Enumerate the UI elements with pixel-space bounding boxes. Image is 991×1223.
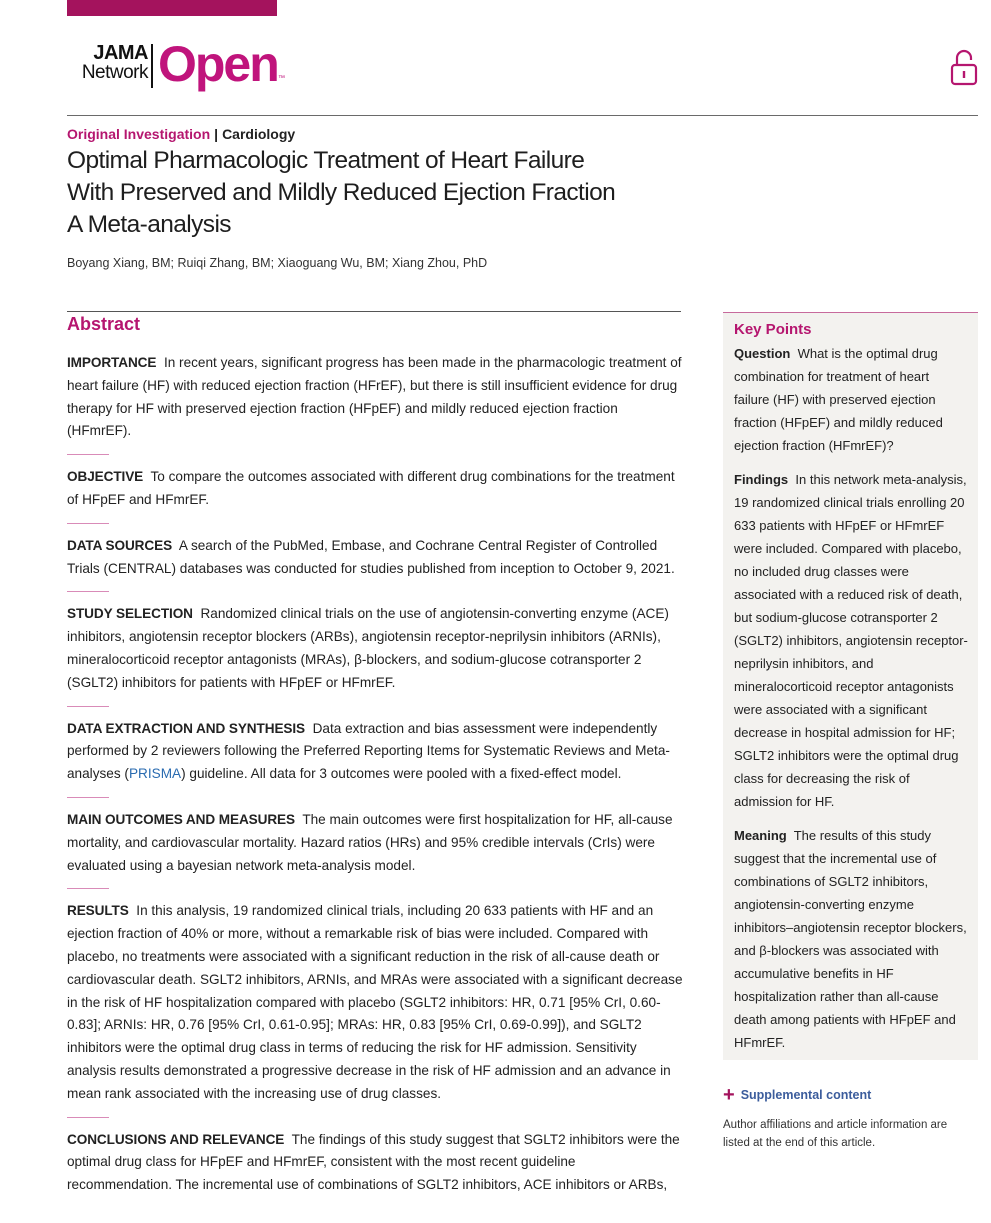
outcomes-label: MAIN OUTCOMES AND MEASURES	[67, 811, 295, 827]
conclusions-label: CONCLUSIONS AND RELEVANCE	[67, 1131, 285, 1147]
abstract-results	[67, 900, 683, 1105]
extraction-label: DATA EXTRACTION AND SYNTHESIS	[67, 720, 306, 736]
section-divider	[67, 454, 109, 455]
article-subtitle: A Meta-analysis	[67, 211, 231, 238]
abstract-divider	[67, 311, 681, 312]
results-label: RESULTS	[67, 903, 129, 919]
key-points-findings	[734, 468, 968, 813]
abstract-study-selection	[67, 603, 683, 694]
header-divider	[67, 115, 978, 116]
supplemental-label: Supplemental content	[740, 1088, 872, 1102]
datasources-text: A search of the PubMed, Embase, and Cochrane Central Register of Controlled Trials (CENTRAL) databases was conducted for studies published from inception to October 9, 2021.	[67, 537, 675, 576]
abstract-heading: Abstract	[67, 314, 141, 334]
author-list: Boyang Xiang, BM; Ruiqi Zhang, BM; Xiaoguang Wu, BM; Xiang Zhou, PhD	[67, 256, 488, 270]
objective-text: To compare the outcomes associated with different drug combinations for the treatment of HFpEF and HFmrEF.	[67, 469, 675, 507]
key-points-box	[723, 312, 978, 1060]
section-divider	[67, 706, 109, 707]
studysel-label: STUDY SELECTION	[67, 606, 193, 622]
author-affiliations-note: Author affiliations and article information are listed at the end of this article.	[723, 1119, 948, 1149]
importance-label: IMPORTANCE	[67, 355, 157, 370]
plus-icon: +	[723, 1084, 735, 1106]
abstract-extraction	[67, 718, 683, 786]
logo-open: Open	[158, 36, 278, 92]
title-line-2: With Preserved and Mildly Reduced Ejection Fraction	[67, 179, 616, 206]
article-type[interactable]: Original Investigation	[67, 126, 211, 142]
abstract-data-sources	[67, 535, 683, 581]
article-kicker	[67, 125, 295, 143]
findings-text: In this network meta-analysis, 19 randomized clinical trials enrolling 20 633 patients with HFpEF or HFmrEF were included. Compared with placebo, no included drug classes were associated with a reduced risk of death, but sodium-glucose cotransporter 2 (SGLT2) inhibitors, angiotensin receptor-neprilysin inhibitors, and mineralocorticoid receptor antagonists were associated with a significant decrease in hospital admission for HF; SGLT2 inhibitors were the optimal drug class for decreasing the risk of admission for HF.	[734, 472, 968, 809]
abstract-outcomes	[67, 809, 683, 877]
studysel-text: Randomized clinical trials on the use of angiotensin-converting enzyme (ACE) inhibitors, angiotensin receptor blockers (ARBs), angiotensin receptor-neprilysin inhibitors (ARNIs), mineralocorticoid receptor antagonists (MRAs), β-blockers, and sodium-glucose cotransporter 2 (SGLT2) inhibitors for patients with HFpEF or HFmrEF.	[67, 606, 669, 690]
key-points-heading: Key Points	[734, 321, 812, 338]
logo-network: Network	[81, 62, 148, 83]
logo-jama: JAMA	[93, 42, 148, 64]
open-access-lock-icon[interactable]	[950, 48, 978, 86]
datasources-label: DATA SOURCES	[67, 537, 173, 553]
meaning-text: The results of this study suggest that the incremental use of combinations of SGLT2 inhibitors, angiotensin-converting enzyme inhibitors–angiotensin receptor blockers, and β-blockers was associated with accumulative benefits in HF hospitalization rather than all-cause death among patients with HFpEF and HFmrEF.	[734, 828, 967, 1050]
extraction-text-a: Data extraction and bias assessment were independently performed by 2 reviewers following the Preferred Reporting Items for Systematic Reviews and Meta-analyses (	[67, 720, 670, 782]
supplemental-content-link[interactable]	[723, 1084, 871, 1107]
section-divider	[67, 523, 109, 524]
section-divider	[67, 591, 109, 592]
abstract-importance	[67, 352, 683, 443]
question-text: What is the optimal drug combination for treatment of heart failure (HF) with preserved ejection fraction (HFpEF) and mildly reduced ejection fraction (HFmrEF)?	[734, 346, 943, 453]
abstract-body	[67, 352, 683, 1197]
abstract-objective	[67, 466, 683, 512]
section-divider	[67, 888, 109, 889]
abstract-conclusions	[67, 1129, 683, 1197]
results-text: In this analysis, 19 randomized clinical trials, including 20 633 patients with HF and an ejection fraction of 40% or more, without a remarkable risk of bias were included. Compared with placebo, no treatments were associated with a significant reduction in the risk of all-cause death or cardiovascular death. SGLT2 inhibitors, ARNIs, and MRAs were associated with a significant decrease in the risk of HF hospitalization compared with placebo (SGLT2 inhibitors: HR, 0.71 [95% CrI, 0.60-0.83]; ARNIs: HR, 0.76 [95% CrI, 0.61-0.95]; MRAs: HR, 0.83 [95% CrI, 0.69-0.99]), and SGLT2 inhibitors were the optimal drug class in terms of reducing the risk for HF admission. Sensitivity analysis results demonstrated a progressive decrease in the risk of HF admission and an advance in mean rank associated with the increasing use of drug classes.	[67, 903, 683, 1101]
extraction-text-b: ) guideline. All data for 3 outcomes were pooled with a fixed-effect model.	[181, 766, 622, 782]
article-section[interactable]: Cardiology	[222, 126, 296, 142]
logo-separator	[151, 44, 153, 88]
section-divider	[67, 1117, 109, 1118]
title-line-1: Optimal Pharmacologic Treatment of Heart Failure	[67, 147, 585, 174]
findings-label: Findings	[734, 472, 789, 487]
key-points-meaning	[734, 824, 968, 1054]
journal-color-bar	[67, 0, 277, 16]
section-divider	[67, 797, 109, 798]
conclusions-text: The findings of this study suggest that SGLT2 inhibitors were the optimal drug class for HFpEF and HFmrEF, consistent with the most recent guideline recommendation. The incremental use of combinations of SGLT2 inhibitors, ACE inhibitors or ARBs,	[67, 1131, 680, 1193]
article-title	[67, 145, 707, 241]
kicker-separator: |	[214, 126, 219, 142]
key-points-question	[734, 342, 968, 457]
objective-label: OBJECTIVE	[67, 469, 144, 485]
meaning-label: Meaning	[734, 828, 787, 843]
importance-text: In recent years, significant progress has been made in the pharmacologic treatment of heart failure (HF) with reduced ejection fraction (HFrEF), but there is still insufficient evidence for drug therapy for HF with preserved ejection fraction (HFpEF) and mildly reduced ejection fraction (HFmrEF).	[67, 355, 682, 439]
prisma-link[interactable]: PRISMA	[128, 766, 182, 782]
outcomes-text: The main outcomes were first hospitalization for HF, all-cause mortality, and cardiovascular mortality. Hazard ratios (HRs) and 95% credible intervals (CrIs) were evaluated using a bayesian network meta-analysis model.	[67, 811, 673, 873]
logo-trademark: ™	[278, 75, 285, 82]
question-label: Question	[734, 346, 791, 361]
